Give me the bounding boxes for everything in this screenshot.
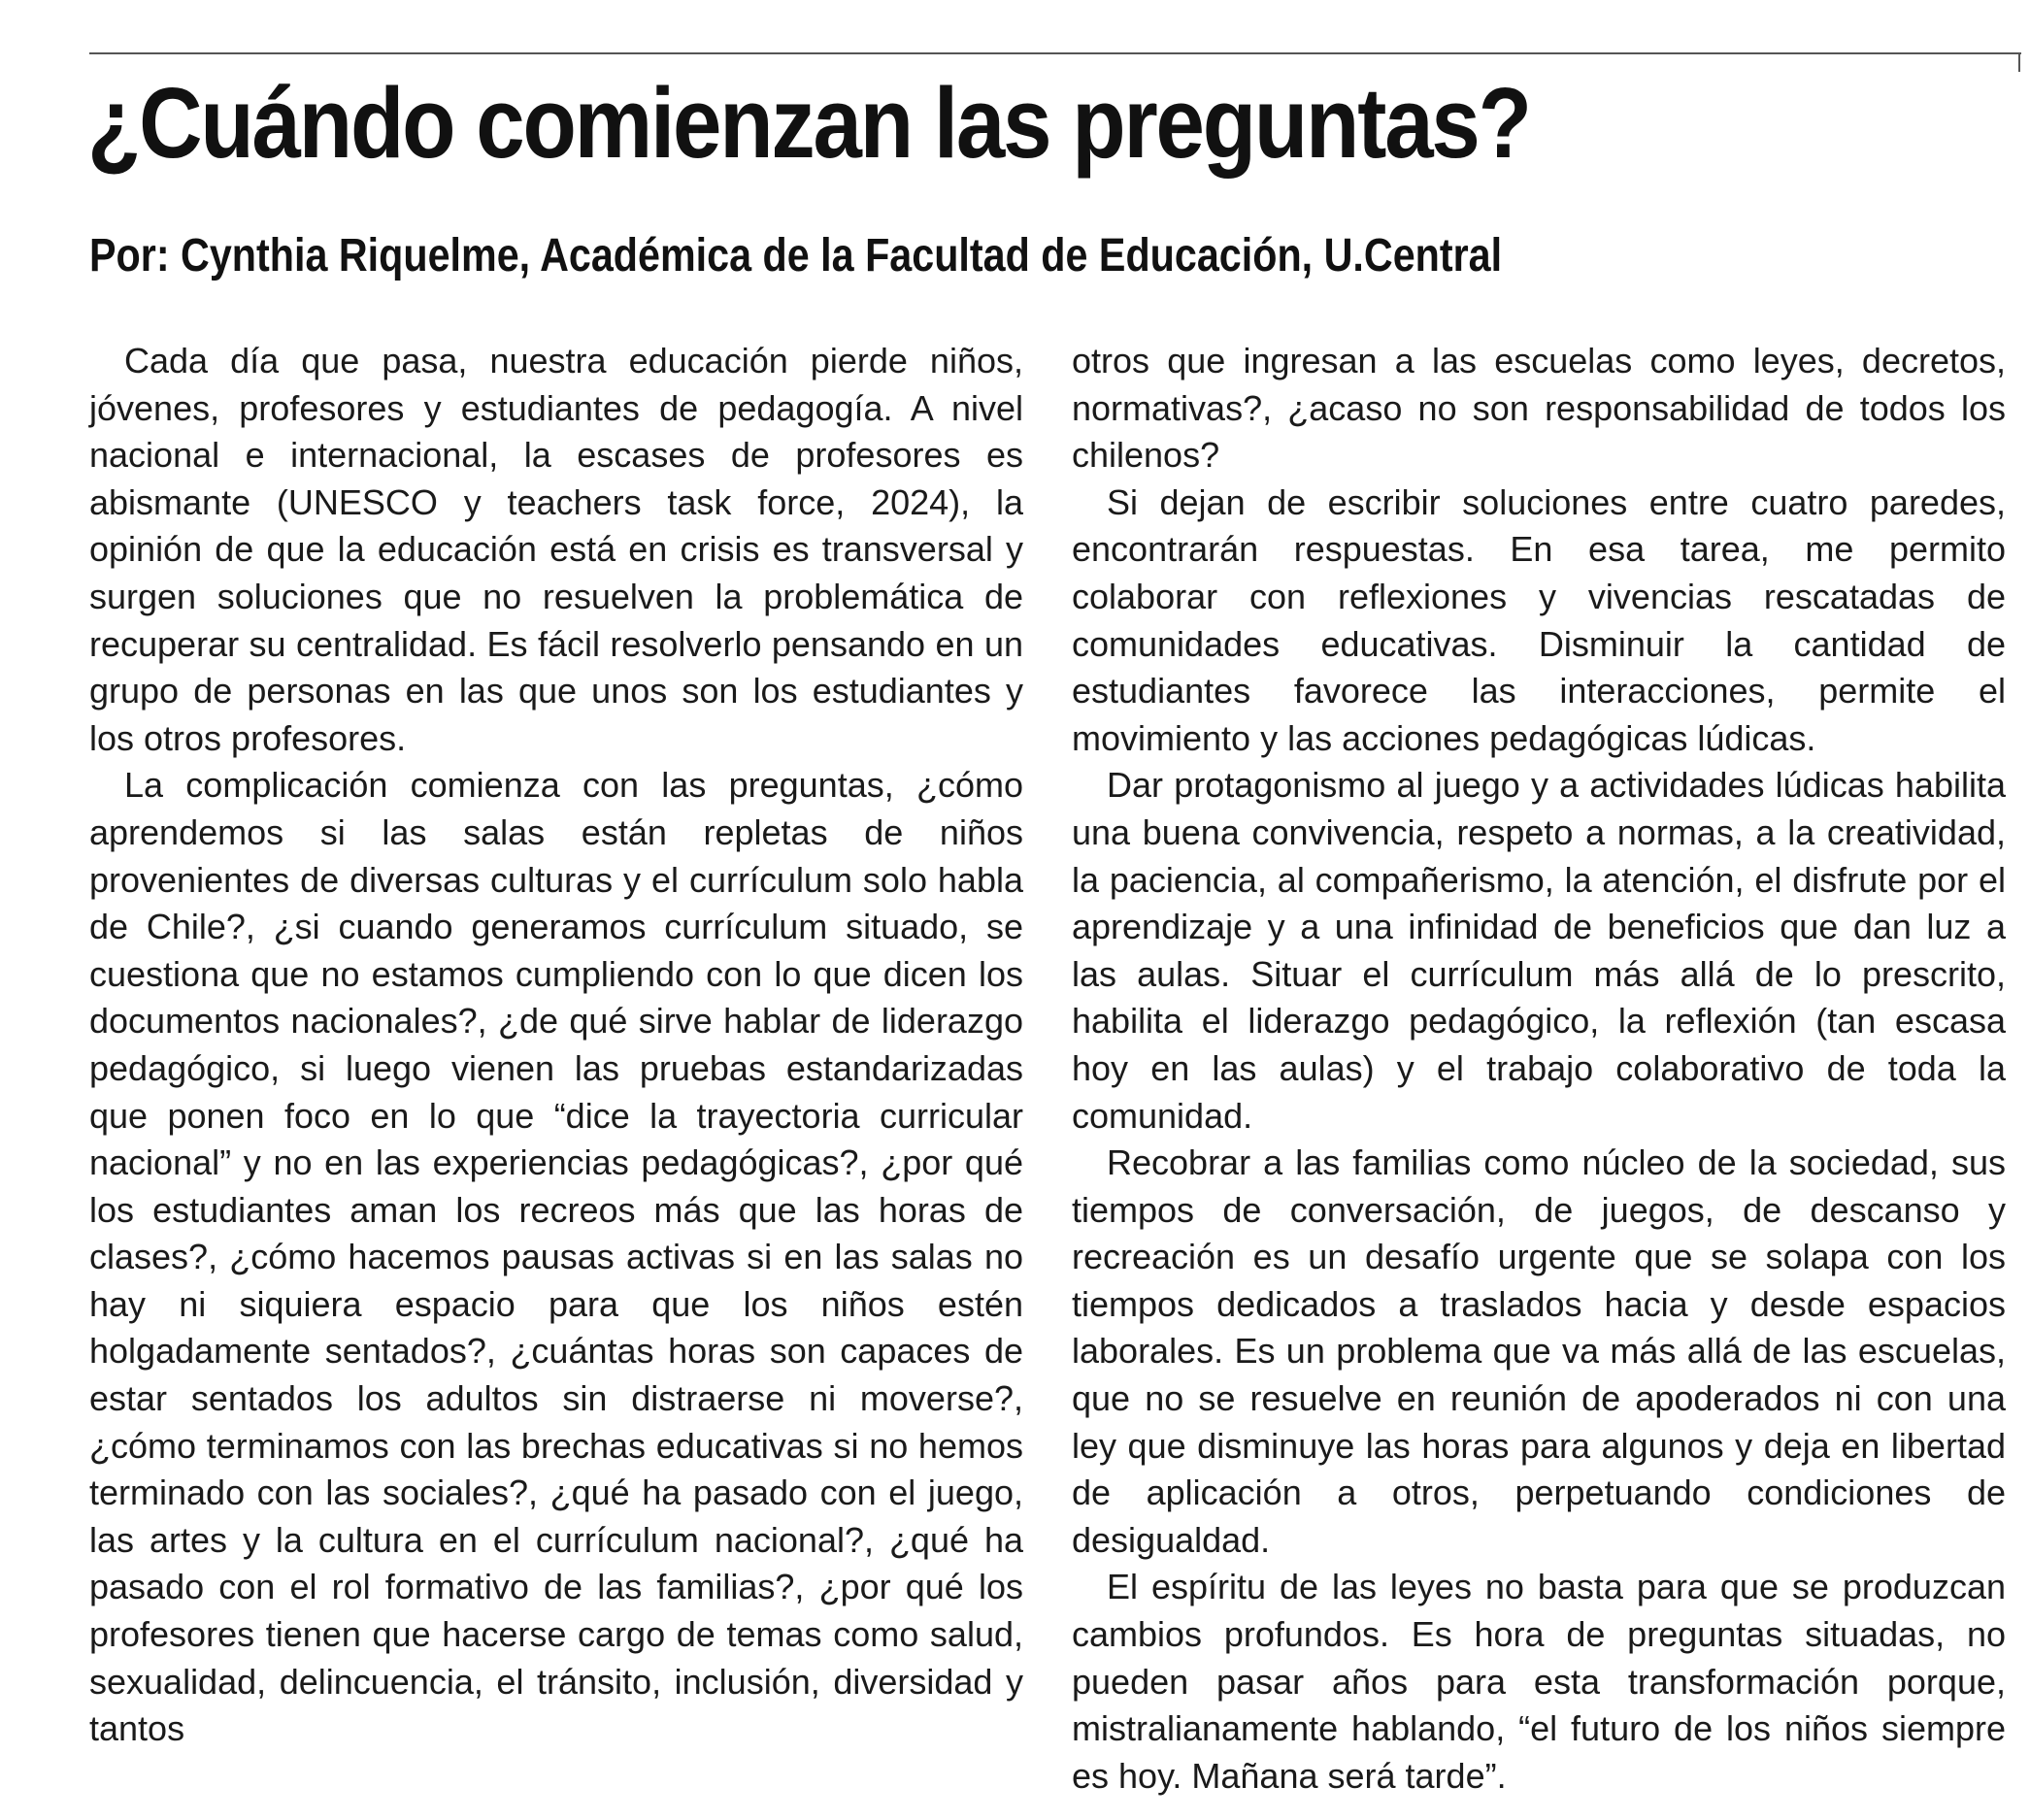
right-edge-rule [2018,52,2020,72]
paragraph-2-continued: otros que ingresan a las escuelas como leyes, decretos, normativas?, ¿acaso no son responsabilidad de todos los chilenos? [1072,341,2006,476]
article-byline: Por: Cynthia Riquelme, Académica de la Facultad de Educación, U.Central [89,230,1503,281]
article-column-left [89,338,1023,1753]
paragraph-4: Dar protagonismo al juego y a actividades lúdicas habilita una buena convivencia, respeto a normas, a la creatividad, la paciencia, al compañerismo, la atención, el disfrute por el aprendizaje y a una infinidad de beneficios que dan luz a las aulas. Situar el currículum más allá de lo prescrito, habilita el liderazgo pedagógico, la reflexión (tan escasa hoy en las aulas) y el trabajo colaborativo de toda la comunidad. [1072,765,2006,1136]
paragraph-1: Cada día que pasa, nuestra educación pierde niños, jóvenes, profesores y estudiantes de pedagogía. A nivel nacional e internacional, la escases de profesores es abismante (UNESCO y teachers task force, 2024), la opinión de que la educación está en crisis es transversal y surgen soluciones que no resuelven la problemática de recuperar su centralidad. Es fácil resolverlo pensando en un grupo de personas en las que unos son los estudiantes y los otros profesores. [89,341,1023,758]
top-divider-rule [89,52,2021,54]
article-column-right [1072,338,2006,1800]
paragraph-2: La complicación comienza con las preguntas, ¿cómo aprendemos si las salas están repletas de niños provenientes de diversas culturas y el currículum solo habla de Chile?, ¿si cuando generamos currículum situado, se cuestiona que no estamos cumpliendo con lo que dicen los documentos nacionales?, ¿de qué sirve hablar de liderazgo pedagógico, si luego vienen las pruebas estandarizadas que ponen foco en lo que “dice la trayectoria curricular nacional” y no en las experiencias pedagógicas?, ¿por qué los estudiantes aman los recreos más que las horas de clases?, ¿cómo hacemos pausas activas si en las salas no hay ni siquiera espacio para que los niños estén holgadamente sentados?, ¿cuántas horas son capaces de estar sentados los adultos sin distraerse ni moverse?, ¿cómo terminamos con las brechas educativas si no hemos terminado con las sociales?, ¿qué ha pasado con el juego, las artes y la cultura en el currículum nacional?, ¿qué ha pasado con el rol formativo de las familias?, ¿por qué los profesores tienen que hacerse cargo de temas como salud, sexualidad, delincuencia, el tránsito, inclusión, diversidad y tantos [89,765,1023,1749]
paragraph-6: El espíritu de las leyes no basta para que se produzcan cambios profundos. Es hora de preguntas situadas, no pueden pasar años para esta transformación porque, mistralianamente hablando, “el futuro de los niños siempre es hoy. Mañana será tarde”. [1072,1567,2006,1796]
article-title: ¿Cuándo comienzan las preguntas? [87,67,1530,179]
paragraph-3: Si dejan de escribir soluciones entre cuatro paredes, encontrarán respuestas. En esa tarea, me permito colaborar con reflexiones y vivencias rescatadas de comunidades educativas. Disminuir la cantidad de estudiantes favorece las interacciones, permite el movimiento y las acciones pedagógicas lúdicas. [1072,481,2006,758]
paragraph-5: Recobrar a las familias como núcleo de la sociedad, sus tiempos de conversación, de juegos, de descanso y recreación es un desafío urgente que se solapa con los tiempos dedicados a traslados hacia y desde espacios laborales. Es un problema que va más allá de las escuelas, que no se resuelve en reunión de apoderados ni con una ley que disminuye las horas para algunos y deja en libertad de aplicación a otros, perpetuando condiciones de desigualdad. [1072,1142,2006,1560]
